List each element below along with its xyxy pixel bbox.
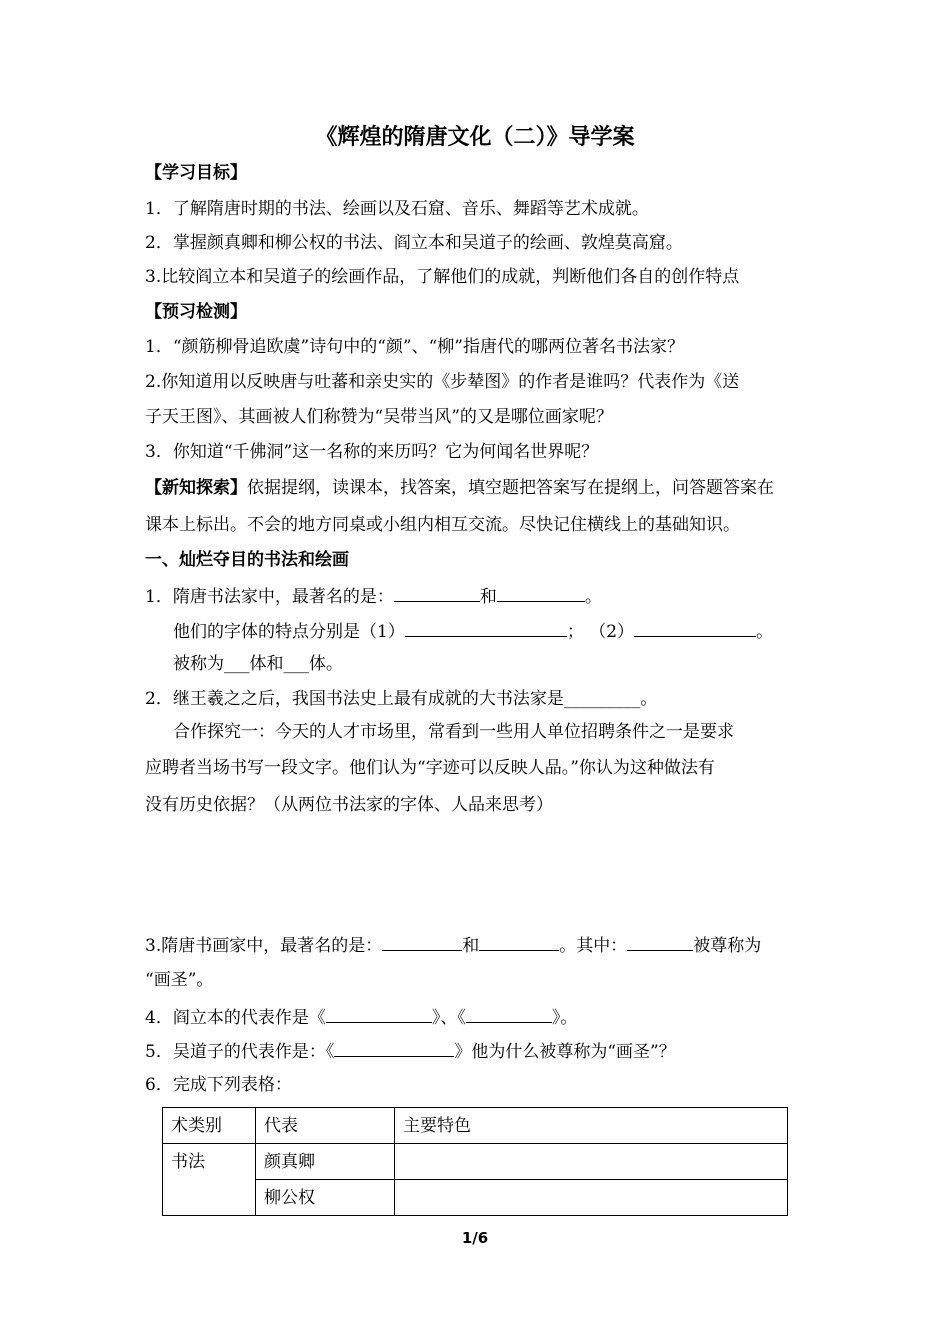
explore-paragraph [145, 476, 774, 500]
question-3 [145, 932, 761, 958]
answer-blank[interactable] [326, 1004, 432, 1023]
table-cell: 柳公权 [256, 1180, 395, 1216]
page-title: 《辉煌的隋唐文化（二）》导学案 [315, 125, 635, 150]
q3-mid: 。其中： [559, 936, 628, 956]
table-row [163, 1144, 788, 1180]
answer-blank[interactable] [497, 583, 585, 602]
table-row [163, 1180, 788, 1216]
question-6: 6．完成下列表格： [145, 1075, 292, 1095]
table-header-row [163, 1108, 788, 1144]
section-heading-goals: 【学习目标】 [145, 163, 247, 183]
answer-blank[interactable] [627, 932, 693, 951]
table-header-cell: 代表 [256, 1108, 395, 1144]
question-1-names: 被称为___体和___体。 [173, 654, 343, 674]
q5-end: 》他为什么被尊称为“画圣”？ [454, 1042, 676, 1062]
art-table [162, 1107, 788, 1216]
answer-blank[interactable] [394, 583, 480, 602]
section-heading-explore: 【新知探索】 [145, 478, 247, 498]
explore-text-cont: 课本上标出。不会的地方同桌或小组内相互交流。尽快记住横线上的基础知识。 [145, 515, 740, 535]
question-1 [145, 583, 602, 609]
q1-features-text: 他们的字体的特点分别是（1） [173, 622, 405, 642]
preview-item-1: 1．“颜筋柳骨追欧虞”诗句中的“颜”、“柳”指唐代的哪两位著名书法家？ [145, 337, 684, 357]
question-5 [145, 1038, 676, 1064]
q1-text: 1．隋唐书法家中，最著名的是： [145, 587, 394, 607]
goal-item-2: 2．掌握颜真卿和柳公权的书法、阎立本和吴道子的绘画、敦煌莫高窟。 [145, 233, 683, 253]
q4-end: 》。 [551, 1008, 578, 1028]
q1-features-mid: ； （2） [566, 622, 635, 642]
preview-item-2-cont: 子天王图》、其画被人们称赞为“吴带当风”的又是哪位画家呢？ [145, 407, 613, 427]
preview-item-3: 3．你知道“千佛洞”这一名称的来历吗？它为何闻名世界呢？ [145, 442, 599, 462]
section-heading-preview: 【预习检测】 [145, 302, 247, 322]
question-1-features [173, 618, 773, 644]
question-4 [145, 1004, 577, 1030]
goal-item-1: 1．了解隋唐时期的书法、绘画以及石窟、音乐、舞蹈等艺术成就。 [145, 199, 649, 219]
answer-blank[interactable] [334, 1038, 454, 1057]
answer-blank[interactable] [405, 618, 567, 637]
table-answer-cell[interactable] [395, 1144, 788, 1180]
answer-blank[interactable] [382, 932, 462, 951]
question-2: 2．继王羲之之后，我国书法史上最有成就的大书法家是_________。 [145, 689, 658, 709]
q3-and: 和 [462, 936, 480, 956]
part1-heading: 一、灿烂夺目的书法和绘画 [145, 550, 349, 570]
table-header-cell: 主要特色 [395, 1108, 788, 1144]
q3-end: 被尊称为 [693, 936, 762, 956]
table-cell: 颜真卿 [256, 1144, 395, 1180]
q1-features-end: 。 [756, 622, 774, 642]
q1-and: 和 [479, 587, 497, 607]
coop-paragraph-2: 应聘者当场书写一段文字。他们认为“字迹可以反映人品。”你认为这种做法有 [145, 758, 715, 778]
q4-text: 4．阎立本的代表作是《 [145, 1008, 326, 1028]
explore-text: 依据提纲，读课本，找答案，填空题把答案写在提纲上，问答题答案在 [247, 478, 774, 498]
coop-paragraph-1: 合作探究一：今天的人才市场里，常看到一些用人单位招聘条件之一是要求 [173, 722, 734, 742]
q5-text: 5．吴道子的代表作是：《 [145, 1042, 335, 1062]
answer-blank[interactable] [479, 932, 559, 951]
q3-text: 3.隋唐书画家中，最著名的是： [145, 936, 383, 956]
coop-paragraph-3: 没有历史依据？（从两位书法家的字体、人品来思考） [145, 795, 553, 815]
answer-blank[interactable] [466, 1004, 552, 1023]
q4-mid: 》、《 [431, 1008, 466, 1028]
goal-item-3: 3.比较阎立本和吴道子的绘画作品，了解他们的成就，判断他们各自的创作特点 [145, 267, 740, 287]
table-category-cell: 书法 [163, 1144, 256, 1216]
question-3-cont: “画圣”。 [145, 970, 214, 990]
table-answer-cell[interactable] [395, 1180, 788, 1216]
preview-item-2: 2.你知道用以反映唐与吐蕃和亲史实的《步辇图》的作者是谁吗？代表作为《送 [145, 372, 740, 392]
table-header-cell: 术类别 [163, 1108, 256, 1144]
q1-end: 。 [584, 587, 602, 607]
answer-blank[interactable] [634, 618, 756, 637]
page-number: 1/6 [461, 1229, 489, 1247]
